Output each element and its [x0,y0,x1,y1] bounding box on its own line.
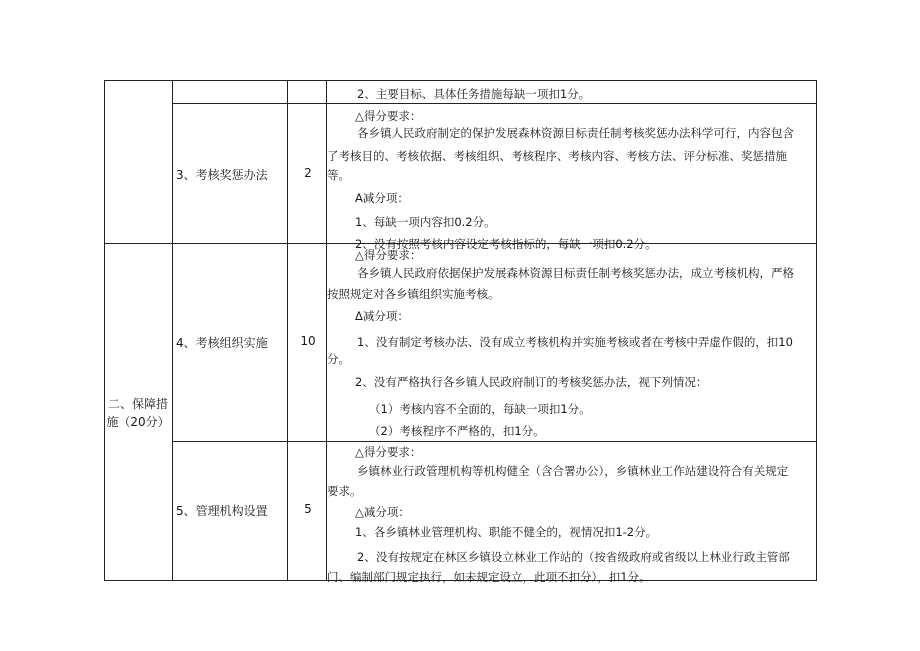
criteria-line: 2、没有按照考核内容设定考核指标的，每缺一项扣0.2分。 [355,237,657,251]
criteria-line: 乡镇林业行政管理机构等机构健全（含合署办公），乡镇林业工作站建设符合有关规定 [357,464,789,478]
criteria-line: 2、没有严格执行各乡镇人民政府制订的考核奖惩办法，视下列情况： [355,375,708,389]
item-score: 2 [304,166,312,180]
criteria-line: 等。 [327,168,350,182]
criteria-line: A减分项： [355,191,409,205]
category-line1: 二、保障措 [107,397,168,411]
item-name: 3、考核奖惩办法 [176,168,268,182]
criteria-line: 2、没有按规定在林区乡镇设立林业工作站的（按省级政府或省级以上林业行政主管部 [357,550,790,564]
category-cell [104,395,172,431]
category-line2: 施（20分） [106,415,170,429]
criteria-line: 门、编制部门规定执行，如未规定设立，此项不扣分），扣1分。 [327,570,651,584]
table-left-border [104,80,105,581]
criteria-line: △得分要求： [355,109,422,123]
criteria-line: 1、没有制定考核办法、没有成立考核机构并实施考核或者在考核中弄虚作假的，扣10 [357,335,793,349]
criteria-line: 1、各乡镇林业管理机构、职能不健全的，视情况扣1-2分。 [355,525,658,539]
criteria-line: （2）考核程序不严格的，扣1分。 [369,424,545,438]
criteria-line: 各乡镇人民政府制定的保护发展森林资源目标责任制考核奖惩办法科学可行，内容包含 [357,126,794,140]
criteria-line: △得分要求： [355,248,422,262]
table-top-border [104,80,817,81]
criteria-line: △得分要求： [355,445,422,459]
item-name: 4、考核组织实施 [176,336,268,350]
item-score: 10 [300,334,316,348]
criteria-line: （1）考核内容不全面的，每缺一项扣1分。 [369,402,591,416]
criteria-line: 1、每缺一项内容扣0.2分。 [355,215,496,229]
criteria-cell [327,104,817,251]
criteria-line: 各乡镇人民政府依据保护发展森林资源目标责任制考核奖惩办法，成立考核机构，严格 [357,266,794,280]
criteria-line: 按照规定对各乡镇组织实施考核。 [327,287,500,301]
criteria-cell [327,442,817,584]
item-name: 5、管理机构设置 [176,504,268,518]
criteria-line: △减分项： [355,505,410,519]
criteria-line: 2、主要目标、具体任务措施每缺一项扣1分。 [357,87,591,101]
criteria-line: Δ减分项： [355,309,409,323]
criteria-line: 了考核目的、考核依据、考核组织、考核程序、考核内容、考核方法、评分标准、奖惩措施 [327,149,787,163]
item-score: 5 [304,502,312,516]
criteria-cell [327,244,817,441]
criteria-line: 要求。 [327,484,362,498]
criteria-line: 分。 [327,352,350,366]
col-divider [172,80,173,581]
